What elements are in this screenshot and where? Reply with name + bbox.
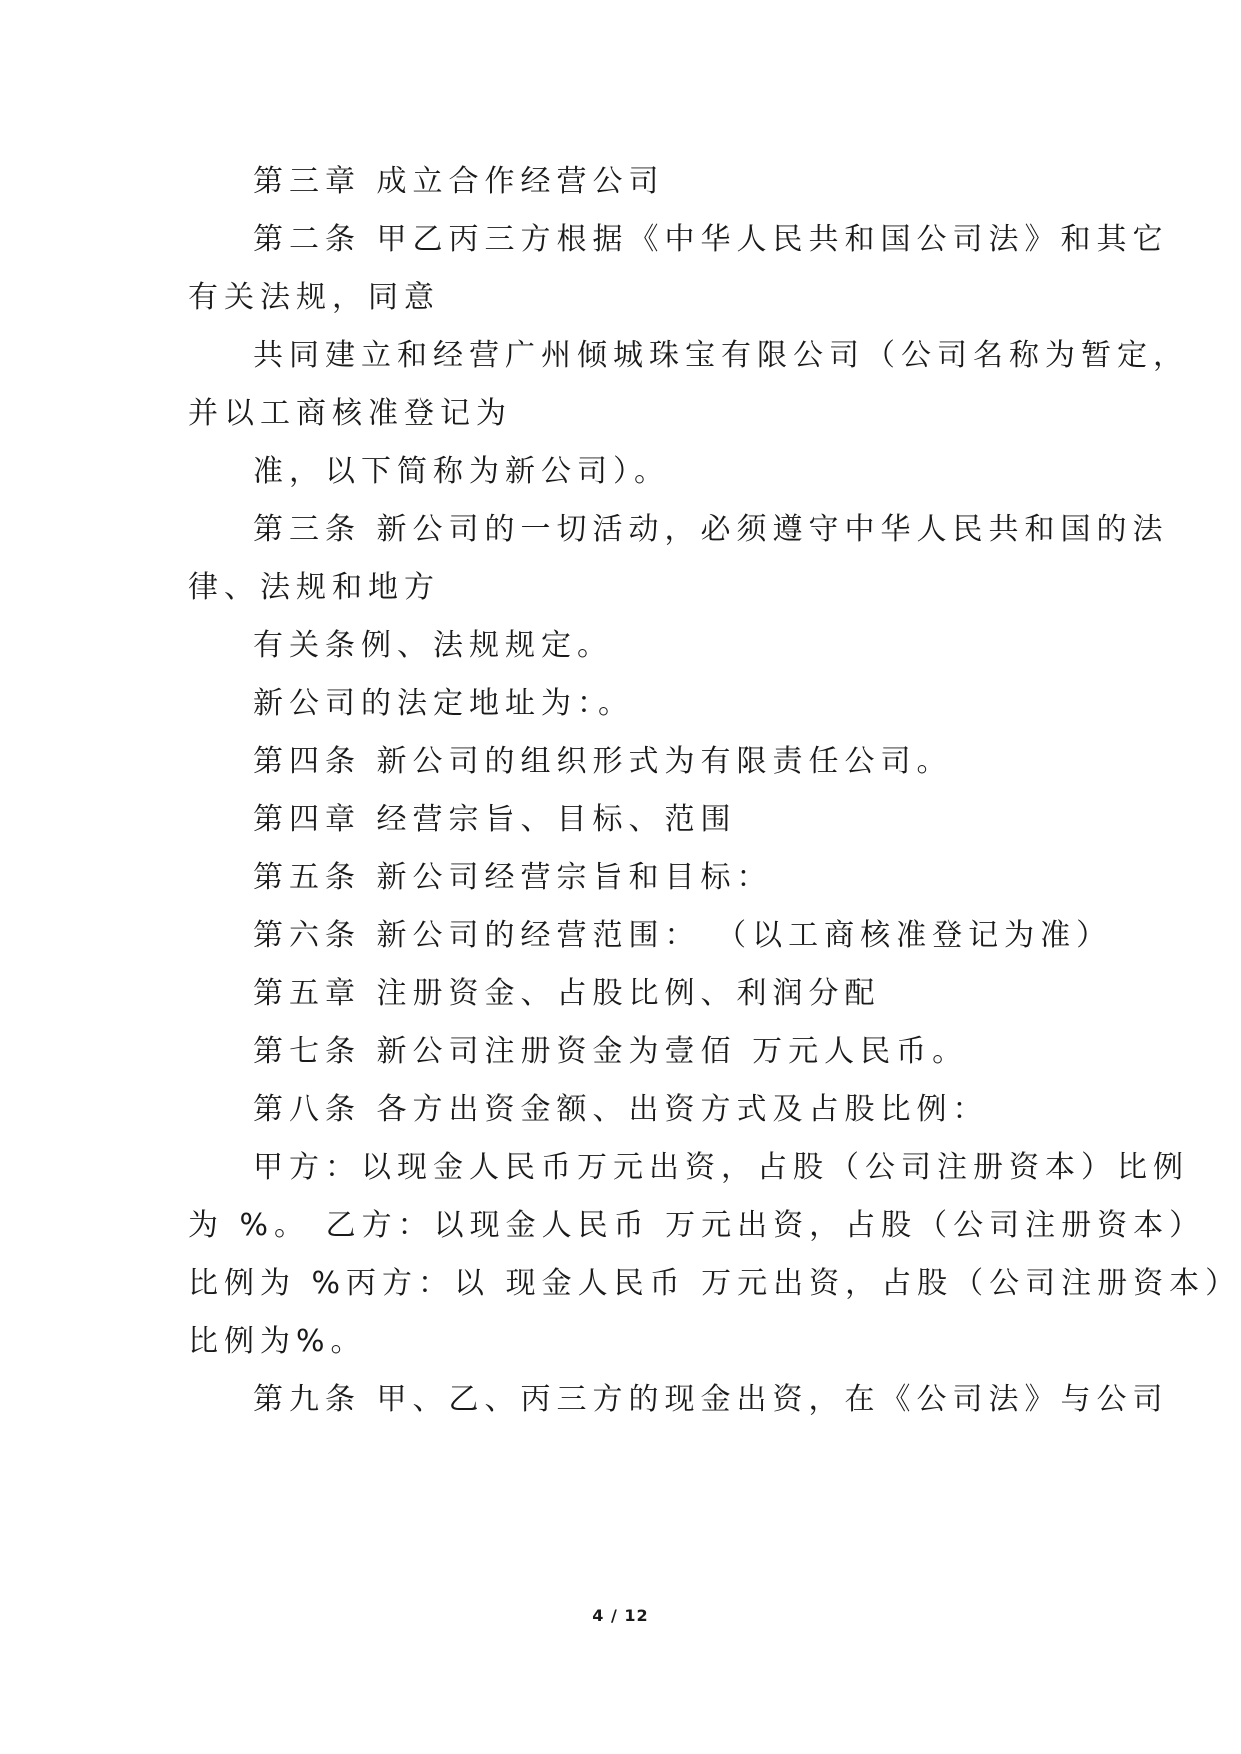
party-b-contribution: 为 %。 乙方：以现金人民币 万元出资，占股（公司注册资本） — [188, 1208, 1206, 1243]
article-2-text: 第二条 甲乙丙三方根据《中华人民共和国公司法》和其它 — [253, 222, 1169, 257]
article-3-text-cont: 律、法规和地方 — [188, 570, 440, 605]
article-8-text: 第八条 各方出资金额、出资方式及占股比例： — [253, 1092, 989, 1127]
chapter-5-heading: 第五章 注册资金、占股比例、利润分配 — [253, 976, 881, 1011]
chapter-4-heading: 第四章 经营宗旨、目标、范围 — [253, 802, 737, 837]
paragraph-line: 比例为%。 — [188, 1324, 367, 1359]
paragraph-line: 并以工商核准登记为 — [188, 396, 512, 431]
page-number: 4 / 12 — [592, 1606, 649, 1625]
article-4-text: 第四条 新公司的组织形式为有限责任公司。 — [253, 744, 953, 779]
paragraph-line: 有关条例、法规规定。 — [253, 628, 613, 663]
party-a-contribution: 甲方：以现金人民币万元出资，占股（公司注册资本）比例 — [253, 1150, 1189, 1185]
article-3-text: 第三条 新公司的一切活动，必须遵守中华人民共和国的法 — [253, 512, 1169, 547]
paragraph-line: 共同建立和经营广州倾城珠宝有限公司（公司名称为暂定， — [253, 338, 1189, 373]
legal-address-line: 新公司的法定地址为：。 — [253, 686, 634, 721]
article-5-text: 第五条 新公司经营宗旨和目标： — [253, 860, 773, 895]
party-c-contribution: 比例为 %丙方：以 现金人民币 万元出资，占股（公司注册资本） — [188, 1266, 1241, 1301]
article-6-text: 第六条 新公司的经营范围： （以工商核准登记为准） — [253, 918, 1113, 953]
chapter-3-heading: 第三章 成立合作经营公司 — [253, 164, 665, 199]
article-7-text: 第七条 新公司注册资金为壹佰 万元人民币。 — [253, 1034, 969, 1069]
article-9-text: 第九条 甲、乙、丙三方的现金出资，在《公司法》与公司 — [253, 1382, 1169, 1417]
paragraph-line: 准，以下简称为新公司）。 — [253, 454, 670, 489]
article-2-text-cont: 有关法规，同意 — [188, 280, 440, 315]
